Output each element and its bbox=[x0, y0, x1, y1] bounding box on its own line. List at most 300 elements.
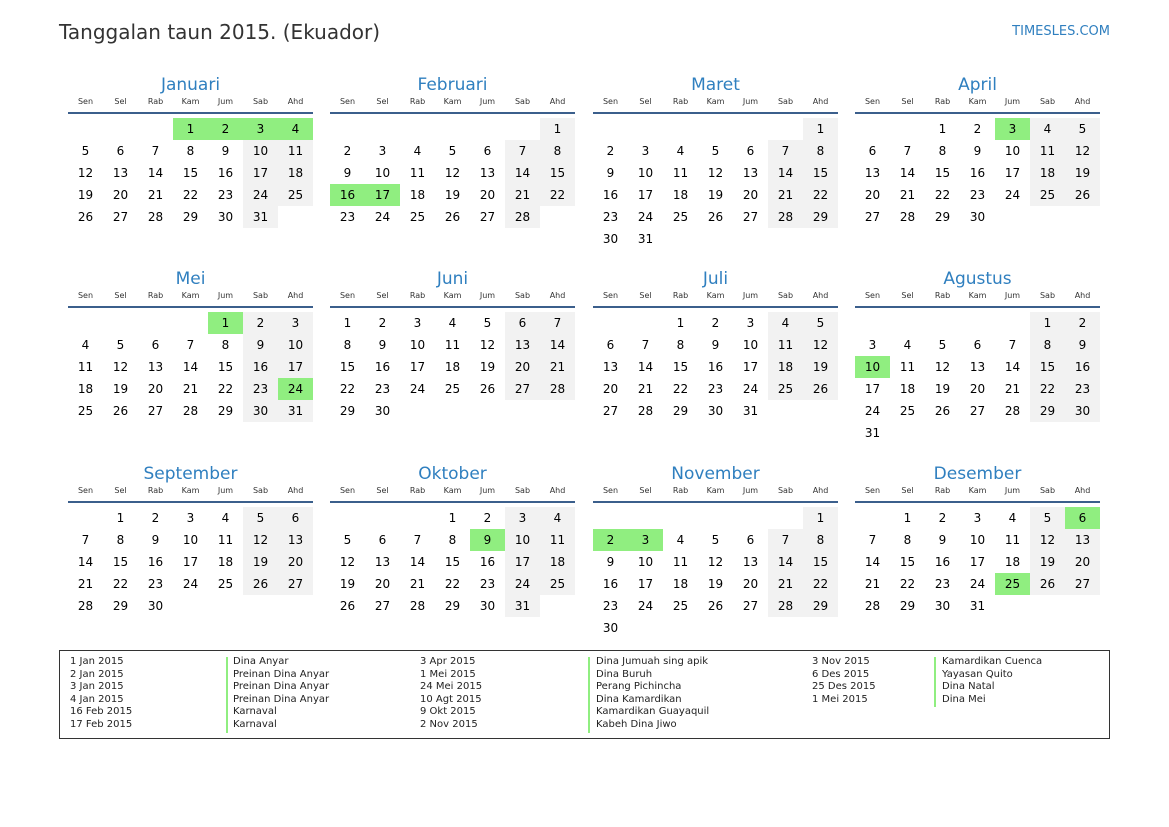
weekday-label: Sel bbox=[639, 486, 652, 495]
day-cell: 20 bbox=[479, 188, 496, 202]
month-name: Oktober bbox=[418, 464, 487, 484]
empty-cell bbox=[628, 507, 663, 529]
empty-cell bbox=[68, 507, 103, 529]
legend-date: 6 Des 2015 bbox=[812, 668, 870, 680]
weekday-label: Sab bbox=[777, 486, 794, 495]
weekday-label: Ahd bbox=[1074, 486, 1091, 495]
day-cell: 14 bbox=[540, 334, 575, 356]
month-name: Januari bbox=[160, 75, 221, 95]
day-cell: 30 bbox=[147, 599, 164, 613]
day-cell: 11 bbox=[899, 360, 916, 374]
day-cell: 4 bbox=[413, 144, 422, 158]
empty-cell bbox=[925, 312, 960, 334]
weekday-label: Sab bbox=[252, 486, 269, 495]
day-cell: 31 bbox=[637, 232, 654, 246]
day-cell: 30 bbox=[479, 599, 496, 613]
weekday-header bbox=[68, 290, 313, 308]
empty-cell bbox=[890, 118, 925, 140]
day-cell: 18 bbox=[409, 188, 426, 202]
day-cell: 24 bbox=[1004, 188, 1021, 202]
day-cell: 30 bbox=[374, 404, 391, 418]
empty-cell bbox=[890, 312, 925, 334]
empty-cell bbox=[470, 118, 505, 140]
day-cell: 29 bbox=[934, 210, 951, 224]
day-cell: 2 bbox=[711, 316, 720, 330]
legend-date: 24 Mei 2015 bbox=[420, 681, 483, 693]
day-cell: 11 bbox=[217, 533, 234, 547]
weekday-label: Sab bbox=[777, 291, 794, 300]
day-cell: 14 bbox=[768, 162, 803, 184]
legend-name: Dina Mei bbox=[942, 693, 986, 705]
legend-date: 17 Feb 2015 bbox=[70, 718, 133, 730]
day-cell: 6 bbox=[746, 144, 755, 158]
weekday-label: Rab bbox=[672, 97, 689, 106]
month-9 bbox=[330, 463, 575, 617]
day-cell: 7 bbox=[868, 533, 877, 547]
day-cell: 30 bbox=[969, 210, 986, 224]
day-cell: 22 bbox=[672, 382, 689, 396]
day-cell: 29 bbox=[444, 599, 461, 613]
day-cell: 15 bbox=[1030, 356, 1065, 378]
weekday-label: Sen bbox=[339, 486, 356, 495]
legend-date: 1 Mei 2015 bbox=[812, 693, 868, 705]
empty-cell bbox=[68, 312, 103, 334]
day-cell: 4 bbox=[540, 507, 575, 529]
weekday-label: Jum bbox=[217, 486, 234, 495]
day-grid bbox=[593, 312, 838, 422]
day-cell: 24 bbox=[969, 577, 986, 591]
empty-cell bbox=[138, 118, 173, 140]
day-cell: 23 bbox=[602, 599, 619, 613]
day-cell: 19 bbox=[934, 382, 951, 396]
day-cell: 10 bbox=[637, 166, 654, 180]
day-cell: 13 bbox=[374, 555, 391, 569]
day-cell: 15 bbox=[803, 162, 838, 184]
day-cell: 19 bbox=[479, 360, 496, 374]
day-cell: 13 bbox=[479, 166, 496, 180]
day-cell: 4 bbox=[768, 312, 803, 334]
day-cell: 9 bbox=[1065, 334, 1100, 356]
day-cell: 21 bbox=[147, 188, 164, 202]
weekday-label: Sel bbox=[901, 486, 914, 495]
day-cell: 24 bbox=[182, 577, 199, 591]
day-cell: 26 bbox=[803, 378, 838, 400]
day-cell: 21 bbox=[182, 382, 199, 396]
legend-name: Dina Kamardikan bbox=[596, 693, 682, 705]
day-cell: 11 bbox=[444, 338, 461, 352]
day-cell: 19 bbox=[707, 188, 724, 202]
day-cell: 30 bbox=[934, 599, 951, 613]
legend-name: Kabeh Dina Jiwo bbox=[596, 718, 677, 730]
day-cell: 13 bbox=[278, 529, 313, 551]
weekday-header bbox=[330, 485, 575, 503]
weekday-label: Sab bbox=[1039, 97, 1056, 106]
holiday-day: 4 bbox=[278, 118, 313, 140]
day-cell: 14 bbox=[77, 555, 94, 569]
empty-cell bbox=[733, 507, 768, 529]
day-cell: 7 bbox=[768, 140, 803, 162]
weekday-label: Rab bbox=[934, 291, 951, 300]
empty-cell bbox=[628, 118, 663, 140]
day-cell: 7 bbox=[540, 312, 575, 334]
day-cell: 9 bbox=[378, 338, 387, 352]
day-cell: 27 bbox=[864, 210, 881, 224]
weekday-header bbox=[330, 96, 575, 114]
day-cell: 5 bbox=[448, 144, 457, 158]
day-cell: 31 bbox=[969, 599, 986, 613]
weekday-label: Kam bbox=[968, 291, 987, 300]
day-cell: 29 bbox=[672, 404, 689, 418]
day-cell: 29 bbox=[803, 206, 838, 228]
day-cell: 30 bbox=[217, 210, 234, 224]
day-cell: 15 bbox=[444, 555, 461, 569]
weekday-label: Rab bbox=[147, 97, 164, 106]
day-cell: 2 bbox=[973, 122, 982, 136]
day-cell: 9 bbox=[243, 334, 278, 356]
day-cell: 28 bbox=[864, 599, 881, 613]
day-cell: 16 bbox=[1065, 356, 1100, 378]
day-cell: 14 bbox=[505, 162, 540, 184]
day-cell: 9 bbox=[151, 533, 160, 547]
day-cell: 4 bbox=[81, 338, 90, 352]
legend-divider bbox=[226, 657, 228, 733]
day-cell: 25 bbox=[768, 378, 803, 400]
day-cell: 20 bbox=[1065, 551, 1100, 573]
weekday-header bbox=[593, 290, 838, 308]
day-cell: 7 bbox=[186, 338, 195, 352]
day-cell: 4 bbox=[676, 144, 685, 158]
day-cell: 2 bbox=[483, 511, 492, 525]
month-name: September bbox=[143, 464, 238, 484]
day-grid bbox=[593, 507, 838, 639]
day-cell: 17 bbox=[742, 360, 759, 374]
weekday-label: Sel bbox=[376, 486, 389, 495]
day-cell: 18 bbox=[672, 188, 689, 202]
day-cell: 19 bbox=[112, 382, 129, 396]
weekday-label: Sen bbox=[864, 291, 881, 300]
weekday-label: Jum bbox=[479, 486, 496, 495]
day-cell: 20 bbox=[864, 188, 881, 202]
weekday-label: Jum bbox=[1004, 291, 1021, 300]
day-cell: 20 bbox=[112, 188, 129, 202]
day-cell: 22 bbox=[217, 382, 234, 396]
day-cell: 9 bbox=[938, 533, 947, 547]
day-cell: 17 bbox=[278, 356, 313, 378]
day-cell: 28 bbox=[637, 404, 654, 418]
day-cell: 1 bbox=[676, 316, 685, 330]
weekday-label: Rab bbox=[147, 486, 164, 495]
day-cell: 25 bbox=[540, 573, 575, 595]
weekday-label: Kam bbox=[968, 97, 987, 106]
day-cell: 5 bbox=[938, 338, 947, 352]
day-cell: 5 bbox=[343, 533, 352, 547]
day-cell: 29 bbox=[112, 599, 129, 613]
weekday-label: Ahd bbox=[812, 97, 829, 106]
weekday-label: Sen bbox=[602, 291, 619, 300]
legend-date: 2 Nov 2015 bbox=[420, 718, 478, 730]
legend-date: 10 Agt 2015 bbox=[420, 693, 482, 705]
empty-cell bbox=[768, 507, 803, 529]
holiday-day: 1 bbox=[173, 118, 208, 140]
empty-cell bbox=[628, 312, 663, 334]
day-cell: 13 bbox=[742, 555, 759, 569]
day-cell: 28 bbox=[182, 404, 199, 418]
weekday-label: Sab bbox=[514, 291, 531, 300]
weekday-label: Sen bbox=[77, 291, 94, 300]
day-cell: 2 bbox=[1065, 312, 1100, 334]
weekday-header bbox=[855, 485, 1100, 503]
weekday-label: Kam bbox=[443, 486, 462, 495]
empty-cell bbox=[663, 118, 698, 140]
holiday-day: 3 bbox=[628, 529, 663, 551]
weekday-label: Ahd bbox=[287, 486, 304, 495]
day-cell: 5 bbox=[711, 144, 720, 158]
day-cell: 29 bbox=[899, 599, 916, 613]
day-cell: 16 bbox=[602, 577, 619, 591]
day-cell: 7 bbox=[1008, 338, 1017, 352]
month-1 bbox=[330, 74, 575, 228]
day-cell: 16 bbox=[602, 188, 619, 202]
empty-cell bbox=[995, 312, 1030, 334]
weekday-label: Sab bbox=[514, 97, 531, 106]
day-cell: 28 bbox=[1004, 404, 1021, 418]
weekday-label: Rab bbox=[672, 486, 689, 495]
empty-cell bbox=[663, 507, 698, 529]
day-cell: 10 bbox=[969, 533, 986, 547]
weekday-label: Sab bbox=[1039, 291, 1056, 300]
month-10 bbox=[593, 463, 838, 639]
day-cell: 25 bbox=[409, 210, 426, 224]
holiday-legend bbox=[59, 650, 1110, 739]
day-cell: 16 bbox=[479, 555, 496, 569]
brand-link[interactable]: TIMESLES.COM bbox=[1012, 24, 1110, 39]
day-cell: 28 bbox=[540, 378, 575, 400]
day-cell: 27 bbox=[112, 210, 129, 224]
month-4 bbox=[68, 268, 313, 422]
day-cell: 4 bbox=[903, 338, 912, 352]
day-cell: 18 bbox=[1030, 162, 1065, 184]
holiday-day: 17 bbox=[365, 184, 400, 206]
day-cell: 22 bbox=[803, 184, 838, 206]
day-cell: 11 bbox=[540, 529, 575, 551]
day-grid bbox=[330, 507, 575, 617]
day-cell: 21 bbox=[637, 382, 654, 396]
legend-name: Kamardikan Cuenca bbox=[942, 656, 1043, 667]
weekday-label: Ahd bbox=[812, 486, 829, 495]
day-cell: 18 bbox=[1004, 555, 1021, 569]
day-cell: 18 bbox=[278, 162, 313, 184]
day-cell: 4 bbox=[448, 316, 457, 330]
weekday-header bbox=[855, 290, 1100, 308]
day-cell: 10 bbox=[278, 334, 313, 356]
weekday-label: Jum bbox=[742, 97, 759, 106]
day-cell: 28 bbox=[409, 599, 426, 613]
day-cell: 29 bbox=[803, 595, 838, 617]
weekday-label: Jum bbox=[1004, 486, 1021, 495]
day-cell: 2 bbox=[343, 144, 352, 158]
day-cell: 14 bbox=[182, 360, 199, 374]
day-cell: 16 bbox=[969, 166, 986, 180]
day-cell: 27 bbox=[742, 210, 759, 224]
day-cell: 30 bbox=[1065, 400, 1100, 422]
day-cell: 26 bbox=[934, 404, 951, 418]
day-cell: 15 bbox=[112, 555, 129, 569]
month-8 bbox=[68, 463, 313, 617]
day-cell: 1 bbox=[540, 118, 575, 140]
day-cell: 12 bbox=[243, 529, 278, 551]
empty-cell bbox=[593, 312, 628, 334]
day-cell: 6 bbox=[505, 312, 540, 334]
weekday-label: Rab bbox=[147, 291, 164, 300]
day-cell: 12 bbox=[707, 555, 724, 569]
day-cell: 8 bbox=[938, 144, 947, 158]
day-cell: 2 bbox=[938, 511, 947, 525]
day-cell: 15 bbox=[803, 551, 838, 573]
weekday-label: Sel bbox=[114, 486, 127, 495]
day-cell: 15 bbox=[217, 360, 234, 374]
day-cell: 26 bbox=[479, 382, 496, 396]
day-cell: 21 bbox=[77, 577, 94, 591]
weekday-label: Jum bbox=[217, 97, 234, 106]
day-cell: 17 bbox=[864, 382, 881, 396]
day-cell: 23 bbox=[969, 188, 986, 202]
day-cell: 13 bbox=[505, 334, 540, 356]
empty-cell bbox=[593, 507, 628, 529]
day-cell: 3 bbox=[413, 316, 422, 330]
day-cell: 25 bbox=[77, 404, 94, 418]
day-cell: 14 bbox=[637, 360, 654, 374]
legend-name: Preinan Dina Anyar bbox=[233, 668, 330, 680]
weekday-label: Ahd bbox=[549, 486, 566, 495]
day-cell: 9 bbox=[606, 555, 615, 569]
holiday-day: 24 bbox=[278, 378, 313, 400]
day-cell: 8 bbox=[540, 140, 575, 162]
legend-names-col1 bbox=[233, 656, 329, 732]
day-cell: 3 bbox=[186, 511, 195, 525]
empty-cell bbox=[733, 118, 768, 140]
weekday-label: Ahd bbox=[1074, 97, 1091, 106]
legend-name: Dina Natal bbox=[942, 681, 995, 693]
day-cell: 5 bbox=[1030, 507, 1065, 529]
empty-cell bbox=[855, 118, 890, 140]
weekday-label: Kam bbox=[181, 486, 200, 495]
day-cell: 5 bbox=[483, 316, 492, 330]
empty-cell bbox=[593, 118, 628, 140]
day-cell: 1 bbox=[938, 122, 947, 136]
day-cell: 10 bbox=[374, 166, 391, 180]
day-cell: 16 bbox=[243, 356, 278, 378]
empty-cell bbox=[505, 118, 540, 140]
day-cell: 12 bbox=[1065, 140, 1100, 162]
weekday-label: Ahd bbox=[549, 97, 566, 106]
empty-cell bbox=[400, 507, 435, 529]
month-3 bbox=[855, 74, 1100, 228]
month-2 bbox=[593, 74, 838, 250]
day-cell: 28 bbox=[899, 210, 916, 224]
day-cell: 10 bbox=[409, 338, 426, 352]
day-cell: 6 bbox=[746, 533, 755, 547]
day-cell: 12 bbox=[112, 360, 129, 374]
day-cell: 12 bbox=[77, 166, 94, 180]
weekday-header bbox=[68, 485, 313, 503]
day-cell: 15 bbox=[899, 555, 916, 569]
legend-dates-col1 bbox=[70, 656, 132, 732]
day-cell: 24 bbox=[637, 599, 654, 613]
weekday-label: Jum bbox=[742, 486, 759, 495]
day-cell: 19 bbox=[77, 188, 94, 202]
day-cell: 1 bbox=[343, 316, 352, 330]
day-cell: 19 bbox=[1065, 162, 1100, 184]
legend-date: 16 Feb 2015 bbox=[70, 706, 133, 718]
day-cell: 10 bbox=[742, 338, 759, 352]
day-cell: 3 bbox=[505, 507, 540, 529]
day-cell: 25 bbox=[217, 577, 234, 591]
legend-date: 1 Jan 2015 bbox=[70, 656, 124, 667]
day-cell: 13 bbox=[864, 166, 881, 180]
day-cell: 4 bbox=[1008, 511, 1017, 525]
day-cell: 7 bbox=[903, 144, 912, 158]
legend-date: 2 Jan 2015 bbox=[70, 668, 124, 680]
empty-cell bbox=[698, 507, 733, 529]
day-cell: 9 bbox=[343, 166, 352, 180]
legend-date: 1 Mei 2015 bbox=[420, 668, 476, 680]
day-cell: 8 bbox=[186, 144, 195, 158]
day-cell: 17 bbox=[243, 162, 278, 184]
legend-divider bbox=[934, 657, 936, 707]
day-cell: 24 bbox=[505, 573, 540, 595]
day-cell: 29 bbox=[217, 404, 234, 418]
weekday-label: Rab bbox=[672, 291, 689, 300]
day-cell: 21 bbox=[540, 356, 575, 378]
day-cell: 12 bbox=[1030, 529, 1065, 551]
legend-date: 3 Nov 2015 bbox=[812, 656, 870, 667]
weekday-label: Sab bbox=[252, 291, 269, 300]
legend-dates-col2 bbox=[420, 656, 482, 732]
day-cell: 27 bbox=[602, 404, 619, 418]
page-title: Tanggalan taun 2015. (Ekuador) bbox=[59, 20, 381, 44]
day-cell: 14 bbox=[147, 166, 164, 180]
weekday-label: Kam bbox=[706, 97, 725, 106]
day-cell: 6 bbox=[606, 338, 615, 352]
day-cell: 20 bbox=[278, 551, 313, 573]
day-cell: 2 bbox=[243, 312, 278, 334]
day-cell: 3 bbox=[378, 144, 387, 158]
weekday-label: Sel bbox=[376, 97, 389, 106]
day-cell: 9 bbox=[973, 144, 982, 158]
day-cell: 22 bbox=[934, 188, 951, 202]
day-cell: 23 bbox=[1065, 378, 1100, 400]
weekday-label: Kam bbox=[181, 291, 200, 300]
day-cell: 31 bbox=[278, 400, 313, 422]
day-cell: 22 bbox=[1030, 378, 1065, 400]
holiday-day: 3 bbox=[995, 118, 1030, 140]
month-name: November bbox=[671, 464, 760, 484]
day-cell: 28 bbox=[147, 210, 164, 224]
day-cell: 16 bbox=[934, 555, 951, 569]
weekday-label: Sen bbox=[602, 97, 619, 106]
day-cell: 14 bbox=[409, 555, 426, 569]
empty-cell bbox=[435, 118, 470, 140]
day-cell: 13 bbox=[742, 166, 759, 180]
legend-name: Karnaval bbox=[233, 706, 277, 718]
day-cell: 17 bbox=[637, 577, 654, 591]
day-grid bbox=[330, 118, 575, 228]
day-cell: 3 bbox=[278, 312, 313, 334]
weekday-label: Sab bbox=[1039, 486, 1056, 495]
weekday-header bbox=[330, 290, 575, 308]
day-cell: 21 bbox=[768, 573, 803, 595]
day-cell: 24 bbox=[742, 382, 759, 396]
